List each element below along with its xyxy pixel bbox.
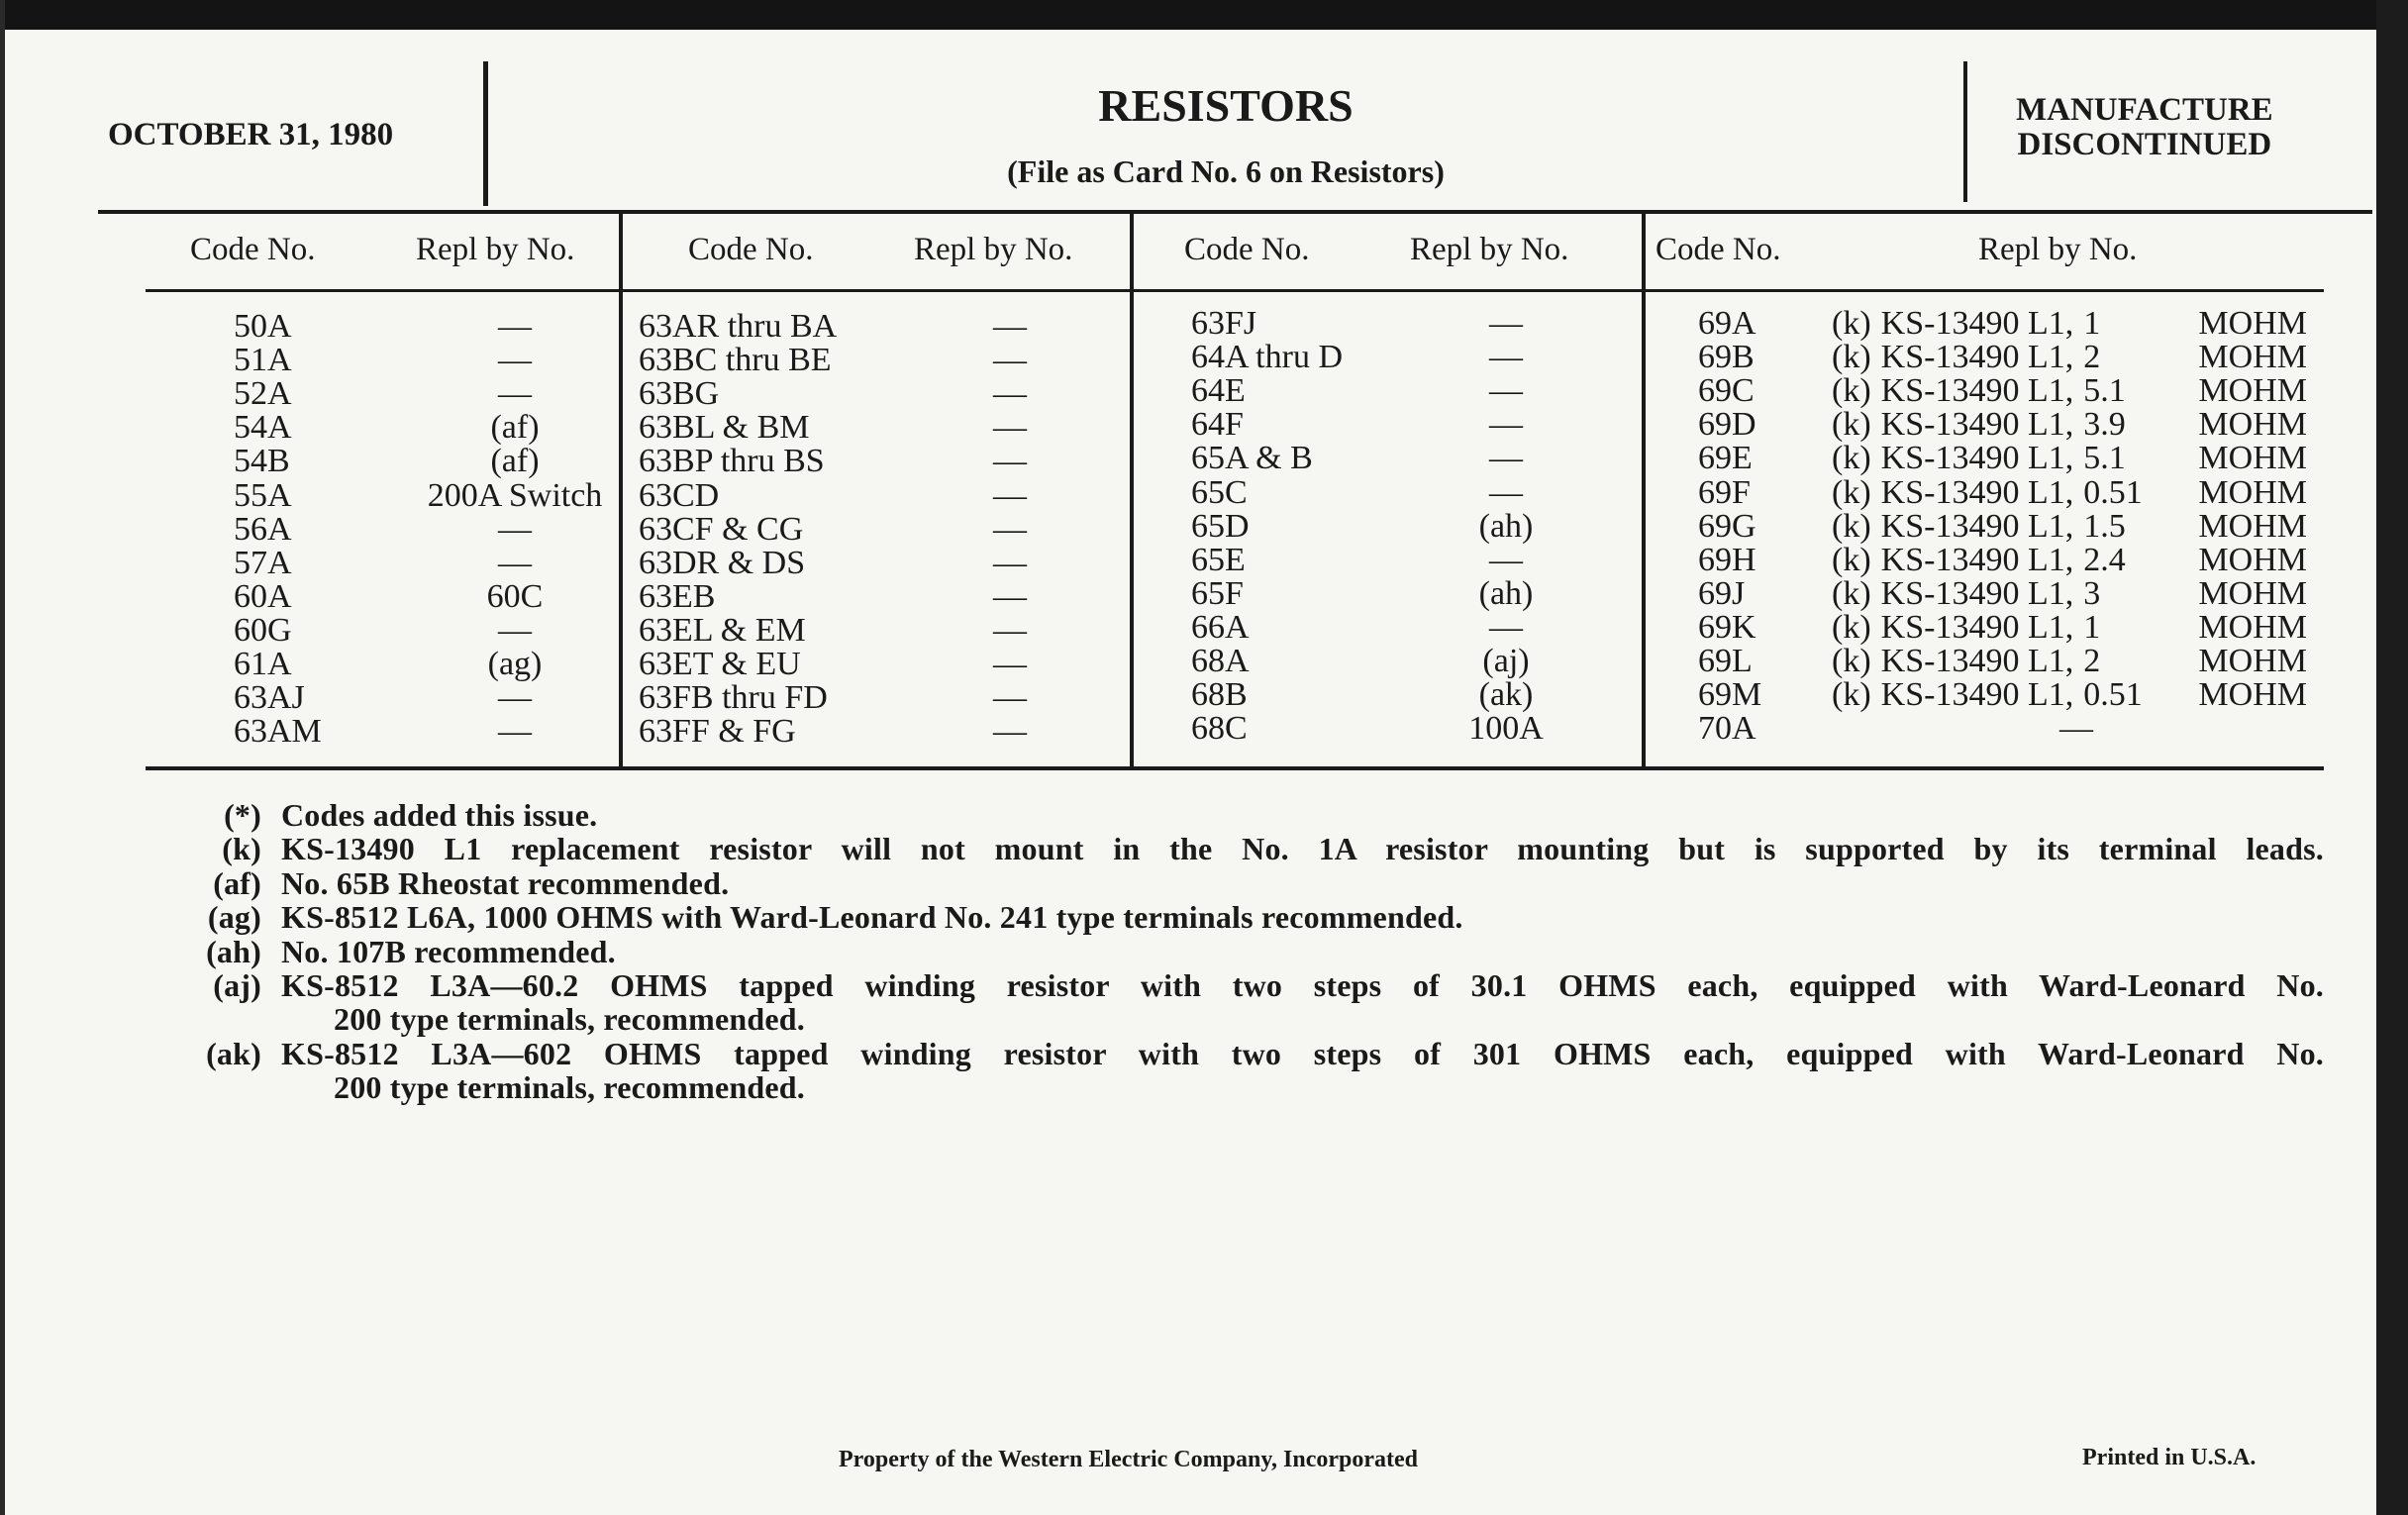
repl-cell: — — [1489, 473, 1523, 511]
repl-cell — [1832, 341, 2307, 374]
code-cell: 63BL & BM — [639, 409, 810, 447]
repl-cell — [1832, 408, 2307, 442]
repl-unit: MOHM — [2198, 305, 2307, 342]
code-cell: 69K — [1698, 608, 1756, 646]
repl-unit: MOHM — [2198, 339, 2307, 376]
repl-cell: — — [993, 409, 1027, 447]
repl-cell: — — [993, 308, 1027, 345]
code-cell: 69L — [1698, 643, 1753, 679]
code-cell: 64F — [1191, 406, 1244, 444]
column-divider — [619, 214, 623, 768]
code-cell: 63AJ — [234, 679, 305, 717]
footer-printed: Printed in U.S.A. — [2082, 1445, 2257, 1470]
code-cell: 69B — [1698, 339, 1755, 376]
repl-note: (k) — [1832, 507, 1871, 545]
repl-cell: — — [498, 510, 532, 548]
column-header-code: Code No. — [190, 232, 316, 267]
code-cell: 65E — [1191, 541, 1246, 578]
repl-unit: MOHM — [2198, 541, 2307, 578]
code-cell: 51A — [234, 342, 292, 379]
repl-part: KS-13490 L1, — [1880, 440, 2074, 477]
repl-value: 1.5 — [2083, 507, 2126, 545]
repl-note: (k) — [1832, 608, 1871, 646]
footnote-label: (k) — [222, 831, 261, 867]
repl-unit: MOHM — [2198, 507, 2307, 545]
code-cell: 69F — [1698, 473, 1751, 511]
code-cell: 64E — [1191, 372, 1246, 410]
repl-value: 2 — [2083, 643, 2101, 679]
repl-cell: (ak) — [1478, 676, 1534, 714]
repl-cell: (ah) — [1478, 507, 1534, 545]
repl-cell — [1832, 374, 2307, 408]
footnote-label: (ah) — [206, 933, 261, 969]
repl-cell: 200A Switch — [427, 476, 603, 514]
repl-part: KS-13490 L1, — [1880, 406, 2074, 444]
repl-value: 2 — [2083, 339, 2101, 376]
repl-note: (k) — [1832, 473, 1871, 511]
repl-cell — [1832, 507, 2307, 545]
issue-date: OCTOBER 31, 1980 — [108, 117, 394, 152]
code-cell: 70A — [1698, 710, 1756, 748]
footnote-text: KS-13490 L1 replacement resistor will not mount in the No. 1A resistor mounting but is supported by its terminal leads. — [281, 831, 2324, 867]
table-header-rule — [146, 289, 2324, 292]
repl-cell: — — [993, 679, 1027, 717]
repl-part: KS-13490 L1, — [1880, 643, 2074, 679]
repl-cell — [1832, 442, 2307, 475]
repl-cell: — — [498, 713, 532, 751]
code-cell: 68C — [1191, 710, 1248, 748]
repl-cell: — — [993, 544, 1027, 581]
repl-cell: — — [498, 308, 532, 345]
footnote-text: 200 type terminals, recommended. — [334, 1001, 805, 1038]
repl-cell: — — [993, 443, 1027, 480]
repl-note: (k) — [1832, 372, 1871, 410]
code-cell: 63CD — [639, 476, 720, 514]
repl-value: 0.51 — [2083, 473, 2143, 511]
scan-top-border — [0, 0, 2408, 30]
repl-value: 1 — [2083, 608, 2101, 646]
repl-note: (k) — [1832, 406, 1871, 444]
footnote-label: (aj) — [213, 967, 261, 1003]
repl-cell: — — [1489, 305, 1523, 342]
repl-cell: — — [1489, 541, 1523, 578]
footnote-text: KS-8512 L6A, 1000 OHMS with Ward-Leonard No. 241 type terminals recommended. — [281, 899, 1463, 936]
code-cell: 69C — [1698, 372, 1755, 410]
scan-left-border — [0, 0, 5, 1515]
code-cell: 63EL & EM — [639, 611, 806, 649]
repl-cell: (ah) — [1478, 574, 1534, 612]
repl-part: KS-13490 L1, — [1880, 305, 2074, 342]
header-divider — [1963, 61, 1967, 202]
code-cell: 63EB — [639, 577, 716, 615]
footnote-label: (ak) — [206, 1035, 261, 1071]
repl-part: KS-13490 L1, — [1880, 507, 2074, 545]
column-header-code: Code No. — [1656, 232, 1781, 267]
repl-cell: — — [993, 342, 1027, 379]
status-label — [2016, 93, 2273, 162]
repl-cell: (af) — [490, 409, 540, 447]
repl-cell: — — [1489, 372, 1523, 410]
repl-note: (k) — [1832, 305, 1871, 342]
footer-property: Property of the Western Electric Company, Incorporated — [839, 1447, 1419, 1472]
repl-cell: — — [1489, 406, 1523, 444]
repl-note: (k) — [1832, 574, 1871, 612]
repl-value: 3.9 — [2083, 406, 2126, 444]
repl-cell: — — [993, 375, 1027, 413]
repl-cell — [1832, 541, 2307, 578]
code-cell: 68A — [1191, 643, 1250, 679]
column-header-code: Code No. — [688, 232, 814, 267]
column-divider — [1642, 214, 1646, 768]
repl-note: (k) — [1832, 643, 1871, 679]
code-cell: 65A & B — [1191, 440, 1313, 477]
repl-cell — [1832, 574, 2307, 612]
repl-unit: MOHM — [2198, 608, 2307, 646]
repl-cell: — — [993, 577, 1027, 615]
repl-note: (k) — [1832, 339, 1871, 376]
repl-value: 2.4 — [2083, 541, 2126, 578]
code-cell: 60G — [234, 611, 292, 649]
footnote-text: No. 107B recommended. — [281, 933, 616, 969]
repl-part: KS-13490 L1, — [1880, 339, 2074, 376]
code-cell: 50A — [234, 308, 292, 345]
column-header-repl: Repl by No. — [914, 232, 1073, 267]
repl-cell: — — [498, 611, 532, 649]
repl-note: (k) — [1832, 676, 1871, 714]
repl-cell: — — [993, 646, 1027, 682]
repl-cell: — — [498, 544, 532, 581]
code-cell: 63FF & FG — [639, 713, 796, 751]
code-cell: 63FB thru FD — [639, 679, 828, 717]
repl-part: KS-13490 L1, — [1880, 541, 2074, 578]
code-cell: 61A — [234, 646, 292, 682]
code-cell: 63AM — [234, 713, 322, 751]
code-cell: 65C — [1191, 473, 1248, 511]
page-title: RESISTORS — [1098, 80, 1354, 131]
code-cell: 63BP thru BS — [639, 443, 825, 480]
repl-cell: (af) — [490, 443, 540, 480]
repl-unit: MOHM — [2198, 643, 2307, 679]
repl-cell: — — [1489, 339, 1523, 376]
repl-cell: — — [993, 713, 1027, 751]
repl-cell — [1832, 645, 2307, 678]
repl-unit: MOHM — [2198, 473, 2307, 511]
table-bottom-rule — [146, 766, 2324, 770]
column-header-code: Code No. — [1184, 232, 1310, 267]
repl-cell: 100A — [1468, 710, 1544, 748]
repl-part: KS-13490 L1, — [1880, 676, 2074, 714]
code-cell: 55A — [234, 476, 292, 514]
repl-unit: MOHM — [2198, 406, 2307, 444]
repl-cell: (aj) — [1482, 643, 1530, 679]
footnote-label: (af) — [213, 864, 261, 901]
code-cell: 69D — [1698, 406, 1756, 444]
repl-part: KS-13490 L1, — [1880, 608, 2074, 646]
repl-unit: MOHM — [2198, 372, 2307, 410]
column-header-repl: Repl by No. — [416, 232, 575, 267]
repl-value: 1 — [2083, 305, 2101, 342]
code-cell: 64A thru D — [1191, 339, 1343, 376]
repl-cell — [1832, 608, 2307, 646]
code-cell: 60A — [234, 577, 292, 615]
repl-cell: — — [498, 342, 532, 379]
footnote-text: 200 type terminals, recommended. — [334, 1069, 805, 1106]
column-header-repl: Repl by No. — [1978, 232, 2138, 267]
repl-part: KS-13490 L1, — [1880, 574, 2074, 612]
column-header-repl: Repl by No. — [1410, 232, 1569, 267]
footnote-text: KS-8512 L3A—60.2 OHMS tapped winding resistor with two steps of 30.1 OHMS each, equipped with Ward-Leonard No. — [281, 967, 2324, 1003]
code-cell: 63BC thru BE — [639, 342, 832, 379]
footnote-label: (ag) — [207, 899, 261, 936]
header-divider — [483, 61, 488, 206]
code-cell: 54B — [234, 443, 290, 480]
code-cell: 69H — [1698, 541, 1756, 578]
repl-cell — [1832, 307, 2307, 341]
table-top-rule — [98, 210, 2372, 214]
repl-cell: — — [993, 611, 1027, 649]
repl-cell: — — [2059, 710, 2093, 748]
repl-value: 0.51 — [2083, 676, 2143, 714]
status-line: MANUFACTURE — [2016, 92, 2273, 128]
code-cell: 65F — [1191, 574, 1244, 612]
code-cell: 56A — [234, 510, 292, 548]
repl-cell — [1832, 473, 2307, 511]
repl-part: KS-13490 L1, — [1880, 473, 2074, 511]
code-cell: 68B — [1191, 676, 1248, 714]
repl-value: 3 — [2083, 574, 2101, 612]
code-cell: 54A — [234, 409, 292, 447]
repl-part: KS-13490 L1, — [1880, 372, 2074, 410]
footnote-text: Codes added this issue. — [281, 797, 598, 833]
footnote-text: No. 65B Rheostat recommended. — [281, 864, 730, 901]
code-cell: 65D — [1191, 507, 1250, 545]
repl-note: (k) — [1832, 440, 1871, 477]
repl-cell: — — [993, 510, 1027, 548]
repl-value: 5.1 — [2083, 372, 2126, 410]
repl-cell: — — [498, 375, 532, 413]
repl-cell: — — [993, 476, 1027, 514]
code-cell: 69J — [1698, 574, 1746, 612]
repl-unit: MOHM — [2198, 574, 2307, 612]
code-cell: 63FJ — [1191, 305, 1257, 342]
code-cell: 52A — [234, 375, 292, 413]
repl-cell: (ag) — [487, 646, 543, 682]
repl-cell — [1832, 678, 2307, 712]
code-cell: 69E — [1698, 440, 1753, 477]
repl-cell: — — [498, 679, 532, 717]
code-cell: 63ET & EU — [639, 646, 801, 682]
repl-cell: — — [1489, 440, 1523, 477]
footnote-label: (*) — [224, 797, 261, 833]
status-line: DISCONTINUED — [2017, 127, 2272, 162]
code-cell: 57A — [234, 544, 292, 581]
column-divider — [1130, 214, 1134, 768]
code-cell: 63BG — [639, 375, 720, 413]
code-cell: 63AR thru BA — [639, 308, 838, 345]
code-cell: 63CF & CG — [639, 510, 804, 548]
code-cell: 63DR & DS — [639, 544, 806, 581]
repl-value: 5.1 — [2083, 440, 2126, 477]
footnote-text: KS-8512 L3A—602 OHMS tapped winding resistor with two steps of 301 OHMS each, equipped with Ward-Leonard No. — [281, 1035, 2324, 1071]
page-subtitle: (File as Card No. 6 on Resistors) — [1007, 153, 1445, 189]
repl-unit: MOHM — [2198, 440, 2307, 477]
code-cell: 69M — [1698, 676, 1762, 714]
repl-note: (k) — [1832, 541, 1871, 578]
repl-cell: 60C — [486, 577, 544, 615]
scan-right-border — [2376, 0, 2408, 1515]
code-cell: 69A — [1698, 305, 1756, 342]
repl-cell: — — [1489, 608, 1523, 646]
code-cell: 69G — [1698, 507, 1756, 545]
repl-unit: MOHM — [2198, 676, 2307, 714]
code-cell: 66A — [1191, 608, 1250, 646]
